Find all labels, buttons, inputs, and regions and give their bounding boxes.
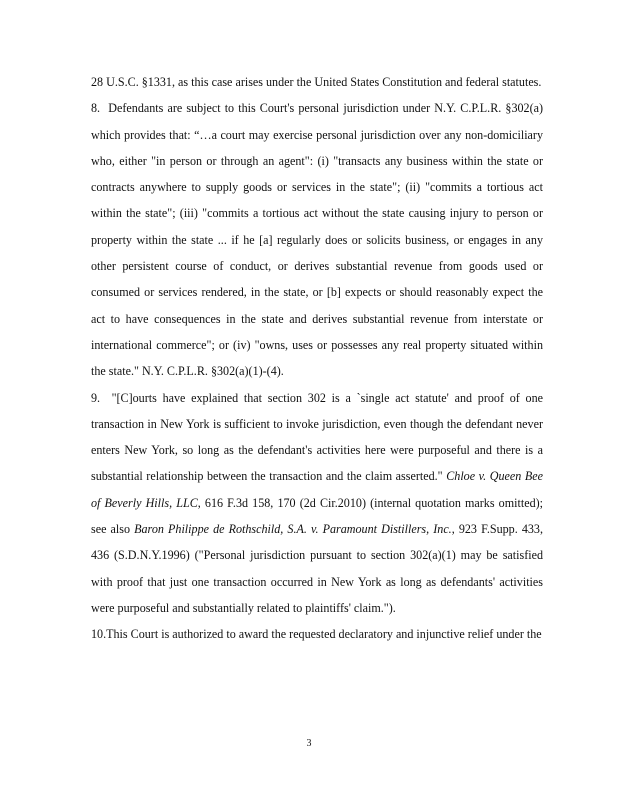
paragraph-9 — [91, 385, 543, 622]
paragraph-8 — [91, 95, 543, 384]
case-citation-rothschild: Baron Philippe de Rothschild, S.A. v. Paramount Distillers, Inc. — [134, 522, 452, 537]
case-citation-chloe: Chloe v. Queen Bee of Beverly Hills, LLC — [91, 469, 544, 510]
paragraph-number: 9. — [91, 390, 101, 405]
page-number: 3 — [306, 738, 312, 749]
paragraph-number: 10. — [91, 627, 107, 642]
paragraph-text: Defendants are subject to this Court's personal jurisdiction under N.Y. C.P.L.R. §302(a) which provides that: “…a court may exercise personal jurisdiction over any non-domiciliary who, either "in person or through an agent": (i) "transacts any business within the state or contracts anywhere to supply goods or services in the state"; (ii) "commits a tortious act within the state"; (iii) "commits a tortious act without the state causing injury to person or property within the state ... if he [a] regularly does or solicits business, or engages in any other persistent course of conduct, or derives substantial revenue from goods used or consumed or services rendered, in the state, or [b] expects or should reasonably expect the act to have consequences in the state and derives substantial revenue from interstate or international commerce"; or (iv) "owns, uses or possesses any real property situated within the state." N.Y. C.P.L.R. §302(a)(1)-(4). — [91, 101, 544, 379]
carryover-paragraph — [91, 69, 543, 95]
paragraph-number: 8. — [91, 101, 101, 116]
citation-text: , 616 F.3d 158, 170 (2d Cir.2010) (internal quotation marks omitted); see also — [91, 495, 543, 537]
citation-parenthetical: , 923 F.Supp. 433, 436 (S.D.N.Y.1996) ("Personal jurisdiction pursuant to section 302(a)(1) may be satisfied with proof that just one transaction occurred in New York as long as defendants' activities were purposeful and substantially related to plaintiffs' claim."). — [91, 522, 543, 615]
paragraph-text: "[C]ourts have explained that section 302 is a `single act statute' and proof of one transaction in New York is sufficient to invoke jurisdiction, even though the defendant never enters New York, so long as the defendant's activities here were purposeful and there is a substantial relationship between the transaction and the claim asserted." — [91, 390, 543, 484]
carryover-text: 28 U.S.C. §1331, as this case arises under the United States Constitution and federal statutes. — [91, 75, 542, 89]
document-body — [91, 69, 543, 648]
paragraph-10 — [91, 621, 543, 647]
paragraph-text: This Court is authorized to award the requested declaratory and injunctive relief under the — [106, 627, 542, 642]
